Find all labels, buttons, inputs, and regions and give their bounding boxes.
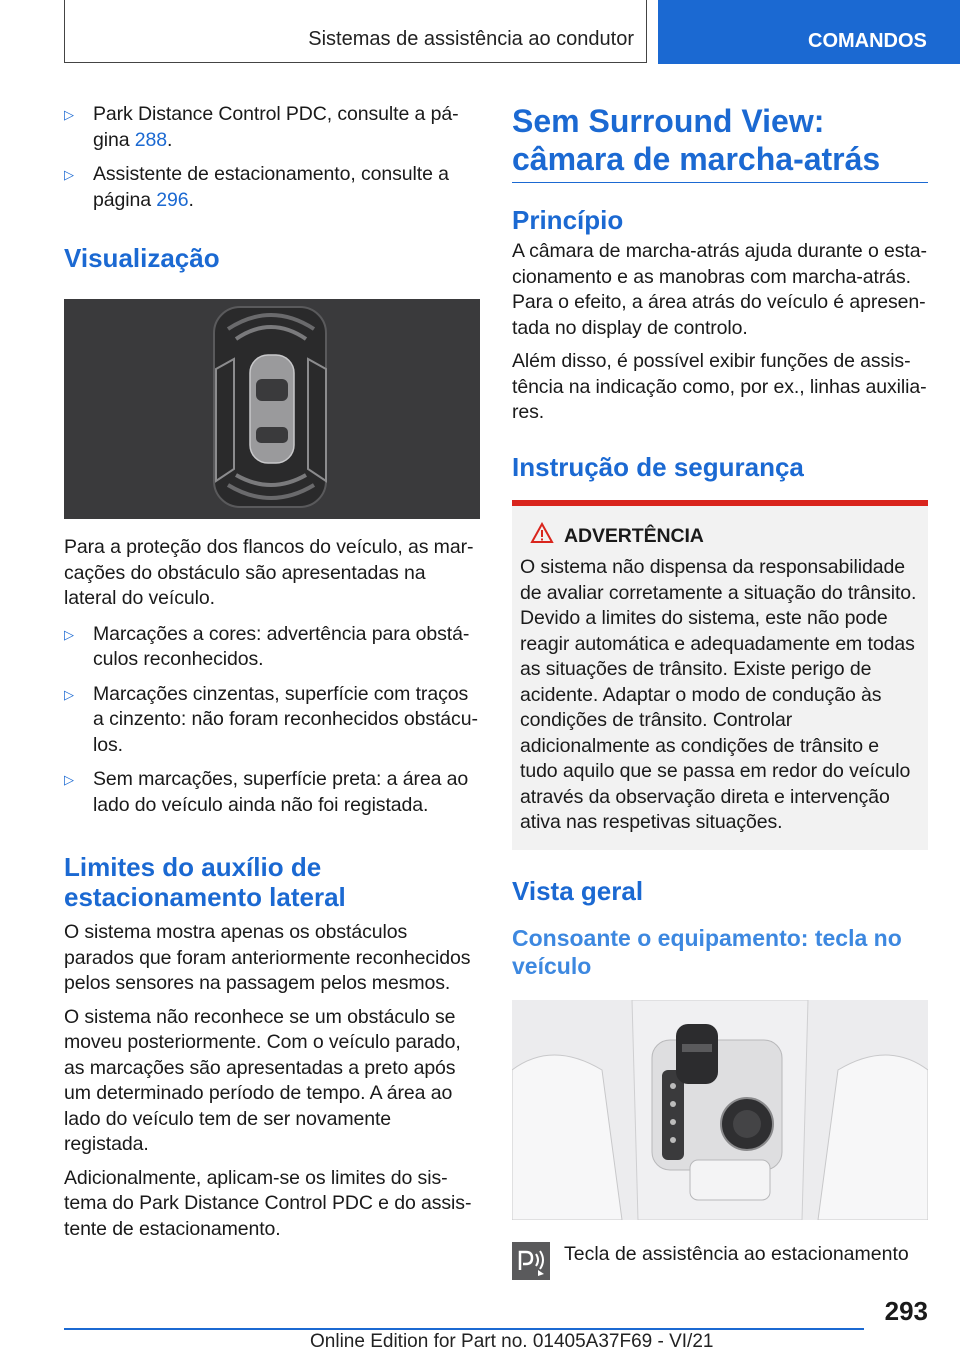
warning-text: O sistema não dispensa da responsabilidade de avaliar corretamente a situação do trânsito. Devido a limites do sistema, este não pode reagir automática e adequadamente em todas as situações de trânsito. Existe perigo de acidente. Adaptar o modo de condução às condições de trânsito. Controlar adicionalmente as condições de trânsito e tudo aquilo que se passa em redor do veículo através da observação direta e intervenção ativa nas respetivas situações. [520, 556, 917, 833]
paragraph-principio-1: A câmara de marcha-atrás ajuda durante o estacionamento e as manobras com marcha-atrás. Para o efeito, a área atrás do veículo é apresentada no display de controlo. [512, 240, 927, 339]
heading-visualizacao: Visualização [64, 243, 220, 273]
heading-limites: Limites do auxílio de estacionamento lateral [64, 852, 346, 912]
paragraph-limites-1: O sistema mostra apenas os obstáculos parados que foram anteriormente reconhecidos pelos sensores na passagem pelos mesmos. [64, 921, 471, 994]
heading-consoante: Consoante o equipamento: tecla no veículo [512, 924, 902, 979]
triangle-bullet-icon: ▷ [64, 167, 74, 182]
header-tab-comandos[interactable]: COMANDOS [658, 0, 960, 64]
heading-camera-marcha-atras: Sem Surround View: câmara de marcha-atrás [512, 102, 928, 183]
paragraph-limites-3: Adicionalmente, aplicam-se os limites do sistema do Park Distance Control PDC e do assistente de estacionamento. [64, 1166, 472, 1240]
page-link-296[interactable]: 296 [156, 188, 189, 211]
key-label: Tecla de assistência ao estacionamento [564, 1242, 909, 1265]
page-number: 293 [884, 1296, 928, 1326]
right-column [512, 102, 928, 1282]
left-column [64, 102, 480, 1250]
warning-box [512, 500, 928, 850]
warning-title: ADVERTÊNCIA [520, 524, 920, 550]
list-item: ▷ Marcações cinzentas, superfície com traços a cinzento: não foram reconhecidos obstáculos. [64, 682, 478, 756]
markings-list [64, 622, 480, 819]
paragraph-limites-2: O sistema não reconhece se um obstáculo se moveu posteriormente. Com o veículo parado, as marcações são apresentadas a preto após um determinado período de tempo. A área ao lado do veículo tem de ser novamente registada. [64, 1005, 461, 1155]
heading-vista-geral: Vista geral [512, 875, 644, 906]
car-top-view-icon [64, 299, 480, 519]
header-section-box [64, 0, 647, 63]
side-parking-illustration [64, 299, 480, 519]
paragraph-principio-2: Além disso, é possível exibir funções de assistência na indicação como, por ex., linhas auxiliares. [512, 350, 927, 423]
heading-principio: Princípio [512, 205, 624, 235]
page-header [0, 0, 960, 64]
footer-edition: Online Edition for Part no. 01405A37F69 - VI/21 [310, 1331, 714, 1352]
page-link-288[interactable]: 288 [134, 128, 168, 151]
list-item: ▷ Assistente de estacionamento, consulte a página 296. [64, 163, 449, 211]
triangle-bullet-icon: ▷ [64, 107, 74, 122]
triangle-bullet-icon: ▷ [64, 626, 74, 642]
see-also-list [64, 102, 480, 213]
key-legend [512, 1242, 928, 1282]
heading-seguranca: Instrução de segurança [512, 451, 804, 482]
warning-triangle-icon [530, 522, 554, 552]
list-item: ▷ Park Distance Control PDC, consulte a página 288. [64, 103, 459, 151]
park-assist-key-icon [512, 1242, 550, 1285]
paragraph-flancos: Para a proteção dos flancos do veículo, as marcações do obstáculo são apresentadas na lateral do veículo. [64, 536, 474, 609]
center-console-illustration [512, 1000, 928, 1220]
triangle-bullet-icon: ▷ [64, 686, 74, 702]
footer-divider [64, 1328, 864, 1330]
list-item: ▷ Marcações a cores: advertência para obstáculos reconhecidos. [64, 622, 470, 670]
triangle-bullet-icon: ▷ [64, 772, 74, 787]
header-section-title: Sistemas de assistência ao condutor [308, 28, 634, 50]
center-console-icon [512, 1000, 928, 1220]
list-item: ▷ Sem marcações, superfície preta: a área ao lado do veículo ainda não foi registada. [64, 768, 469, 816]
